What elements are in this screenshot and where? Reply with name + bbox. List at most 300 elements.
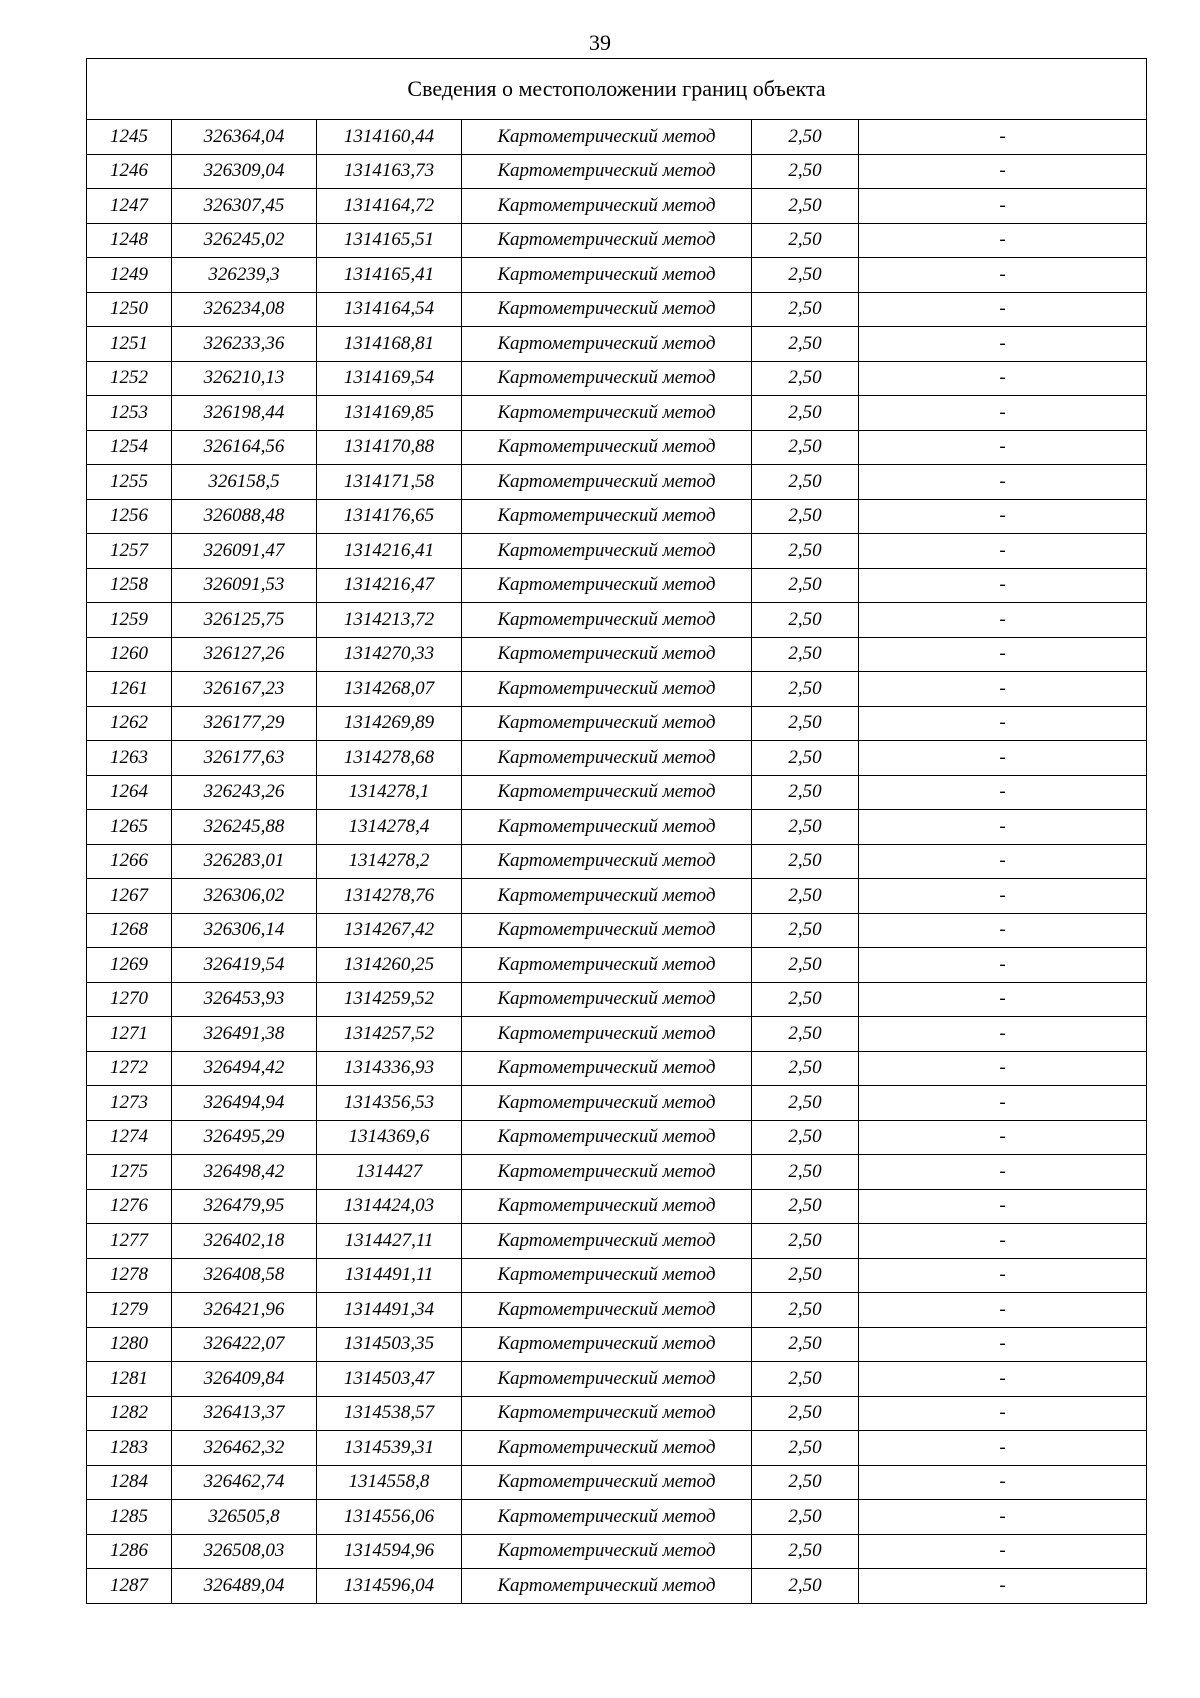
point-number-cell: 1276 (87, 1189, 172, 1224)
description-cell: - (859, 844, 1147, 879)
accuracy-cell: 2,50 (752, 396, 859, 431)
description-cell: - (859, 1500, 1147, 1535)
y-coordinate-cell: 1314213,72 (317, 603, 462, 638)
method-cell: Картометрический метод (462, 1293, 752, 1328)
table-row (87, 189, 1147, 224)
y-coordinate-cell: 1314270,33 (317, 637, 462, 672)
table-row (87, 603, 1147, 638)
point-number-cell: 1281 (87, 1362, 172, 1397)
table-row (87, 292, 1147, 327)
accuracy-cell: 2,50 (752, 982, 859, 1017)
accuracy-cell: 2,50 (752, 637, 859, 672)
x-coordinate-cell: 326306,14 (172, 913, 317, 948)
y-coordinate-cell: 1314278,68 (317, 741, 462, 776)
accuracy-cell: 2,50 (752, 1051, 859, 1086)
y-coordinate-cell: 1314278,76 (317, 879, 462, 914)
accuracy-cell: 2,50 (752, 189, 859, 224)
y-coordinate-cell: 1314558,8 (317, 1465, 462, 1500)
point-number-cell: 1274 (87, 1120, 172, 1155)
table-title-row (87, 59, 1147, 120)
description-cell: - (859, 258, 1147, 293)
description-cell: - (859, 430, 1147, 465)
description-cell: - (859, 1017, 1147, 1052)
y-coordinate-cell: 1314278,2 (317, 844, 462, 879)
point-number-cell: 1254 (87, 430, 172, 465)
table-row (87, 327, 1147, 362)
x-coordinate-cell: 326413,37 (172, 1396, 317, 1431)
y-coordinate-cell: 1314170,88 (317, 430, 462, 465)
y-coordinate-cell: 1314278,4 (317, 810, 462, 845)
y-coordinate-cell: 1314539,31 (317, 1431, 462, 1466)
point-number-cell: 1282 (87, 1396, 172, 1431)
point-number-cell: 1263 (87, 741, 172, 776)
point-number-cell: 1285 (87, 1500, 172, 1535)
description-cell: - (859, 741, 1147, 776)
table-row (87, 741, 1147, 776)
point-number-cell: 1257 (87, 534, 172, 569)
accuracy-cell: 2,50 (752, 1258, 859, 1293)
description-cell: - (859, 706, 1147, 741)
x-coordinate-cell: 326307,45 (172, 189, 317, 224)
x-coordinate-cell: 326421,96 (172, 1293, 317, 1328)
x-coordinate-cell: 326494,42 (172, 1051, 317, 1086)
x-coordinate-cell: 326309,04 (172, 154, 317, 189)
accuracy-cell: 2,50 (752, 1017, 859, 1052)
x-coordinate-cell: 326091,53 (172, 568, 317, 603)
method-cell: Картометрический метод (462, 499, 752, 534)
method-cell: Картометрический метод (462, 154, 752, 189)
description-cell: - (859, 1431, 1147, 1466)
y-coordinate-cell: 1314163,73 (317, 154, 462, 189)
description-cell: - (859, 361, 1147, 396)
method-cell: Картометрический метод (462, 465, 752, 500)
point-number-cell: 1287 (87, 1569, 172, 1604)
y-coordinate-cell: 1314336,93 (317, 1051, 462, 1086)
y-coordinate-cell: 1314491,11 (317, 1258, 462, 1293)
description-cell: - (859, 396, 1147, 431)
method-cell: Картометрический метод (462, 1569, 752, 1604)
table-row (87, 361, 1147, 396)
y-coordinate-cell: 1314164,54 (317, 292, 462, 327)
accuracy-cell: 2,50 (752, 1224, 859, 1259)
accuracy-cell: 2,50 (752, 879, 859, 914)
x-coordinate-cell: 326453,93 (172, 982, 317, 1017)
point-number-cell: 1273 (87, 1086, 172, 1121)
accuracy-cell: 2,50 (752, 603, 859, 638)
method-cell: Картометрический метод (462, 948, 752, 983)
point-number-cell: 1256 (87, 499, 172, 534)
point-number-cell: 1261 (87, 672, 172, 707)
method-cell: Картометрический метод (462, 258, 752, 293)
x-coordinate-cell: 326198,44 (172, 396, 317, 431)
description-cell: - (859, 534, 1147, 569)
x-coordinate-cell: 326408,58 (172, 1258, 317, 1293)
y-coordinate-cell: 1314176,65 (317, 499, 462, 534)
table-row (87, 913, 1147, 948)
method-cell: Картометрический метод (462, 672, 752, 707)
y-coordinate-cell: 1314491,34 (317, 1293, 462, 1328)
method-cell: Картометрический метод (462, 775, 752, 810)
y-coordinate-cell: 1314216,47 (317, 568, 462, 603)
x-coordinate-cell: 326283,01 (172, 844, 317, 879)
y-coordinate-cell: 1314160,44 (317, 120, 462, 155)
point-number-cell: 1253 (87, 396, 172, 431)
point-number-cell: 1272 (87, 1051, 172, 1086)
point-number-cell: 1255 (87, 465, 172, 500)
table-row (87, 396, 1147, 431)
point-number-cell: 1275 (87, 1155, 172, 1190)
accuracy-cell: 2,50 (752, 1293, 859, 1328)
description-cell: - (859, 1534, 1147, 1569)
point-number-cell: 1266 (87, 844, 172, 879)
x-coordinate-cell: 326306,02 (172, 879, 317, 914)
description-cell: - (859, 810, 1147, 845)
method-cell: Картометрический метод (462, 120, 752, 155)
point-number-cell: 1251 (87, 327, 172, 362)
description-cell: - (859, 1258, 1147, 1293)
point-number-cell: 1249 (87, 258, 172, 293)
description-cell: - (859, 775, 1147, 810)
boundary-coordinates-table (86, 58, 1147, 1604)
y-coordinate-cell: 1314356,53 (317, 1086, 462, 1121)
accuracy-cell: 2,50 (752, 430, 859, 465)
x-coordinate-cell: 326177,29 (172, 706, 317, 741)
method-cell: Картометрический метод (462, 568, 752, 603)
point-number-cell: 1280 (87, 1327, 172, 1362)
method-cell: Картометрический метод (462, 1431, 752, 1466)
accuracy-cell: 2,50 (752, 1189, 859, 1224)
x-coordinate-cell: 326158,5 (172, 465, 317, 500)
x-coordinate-cell: 326495,29 (172, 1120, 317, 1155)
point-number-cell: 1270 (87, 982, 172, 1017)
description-cell: - (859, 1362, 1147, 1397)
description-cell: - (859, 1086, 1147, 1121)
accuracy-cell: 2,50 (752, 154, 859, 189)
x-coordinate-cell: 326245,02 (172, 223, 317, 258)
table-row (87, 1120, 1147, 1155)
point-number-cell: 1279 (87, 1293, 172, 1328)
y-coordinate-cell: 1314594,96 (317, 1534, 462, 1569)
accuracy-cell: 2,50 (752, 327, 859, 362)
description-cell: - (859, 913, 1147, 948)
table-row (87, 637, 1147, 672)
method-cell: Картометрический метод (462, 327, 752, 362)
table-row (87, 1327, 1147, 1362)
y-coordinate-cell: 1314369,6 (317, 1120, 462, 1155)
y-coordinate-cell: 1314268,07 (317, 672, 462, 707)
accuracy-cell: 2,50 (752, 499, 859, 534)
y-coordinate-cell: 1314596,04 (317, 1569, 462, 1604)
accuracy-cell: 2,50 (752, 120, 859, 155)
method-cell: Картометрический метод (462, 810, 752, 845)
x-coordinate-cell: 326234,08 (172, 292, 317, 327)
table-row (87, 430, 1147, 465)
table-row (87, 223, 1147, 258)
y-coordinate-cell: 1314169,85 (317, 396, 462, 431)
accuracy-cell: 2,50 (752, 741, 859, 776)
description-cell: - (859, 603, 1147, 638)
table-row (87, 499, 1147, 534)
table-row (87, 120, 1147, 155)
table-row (87, 775, 1147, 810)
description-cell: - (859, 1569, 1147, 1604)
x-coordinate-cell: 326462,32 (172, 1431, 317, 1466)
method-cell: Картометрический метод (462, 1500, 752, 1535)
point-number-cell: 1267 (87, 879, 172, 914)
table-row (87, 1086, 1147, 1121)
method-cell: Картометрический метод (462, 844, 752, 879)
method-cell: Картометрический метод (462, 706, 752, 741)
y-coordinate-cell: 1314260,25 (317, 948, 462, 983)
table-title: Сведения о местоположении границ объекта (87, 59, 1147, 120)
y-coordinate-cell: 1314427,11 (317, 1224, 462, 1259)
y-coordinate-cell: 1314278,1 (317, 775, 462, 810)
table-row (87, 1051, 1147, 1086)
accuracy-cell: 2,50 (752, 1086, 859, 1121)
method-cell: Картометрический метод (462, 430, 752, 465)
table-row (87, 568, 1147, 603)
y-coordinate-cell: 1314503,35 (317, 1327, 462, 1362)
y-coordinate-cell: 1314164,72 (317, 189, 462, 224)
method-cell: Картометрический метод (462, 534, 752, 569)
x-coordinate-cell: 326243,26 (172, 775, 317, 810)
description-cell: - (859, 1189, 1147, 1224)
x-coordinate-cell: 326498,42 (172, 1155, 317, 1190)
x-coordinate-cell: 326422,07 (172, 1327, 317, 1362)
point-number-cell: 1284 (87, 1465, 172, 1500)
description-cell: - (859, 568, 1147, 603)
x-coordinate-cell: 326233,36 (172, 327, 317, 362)
page-number: 39 (589, 30, 611, 55)
method-cell: Картометрический метод (462, 292, 752, 327)
y-coordinate-cell: 1314259,52 (317, 982, 462, 1017)
method-cell: Картометрический метод (462, 1362, 752, 1397)
accuracy-cell: 2,50 (752, 1362, 859, 1397)
method-cell: Картометрический метод (462, 361, 752, 396)
y-coordinate-cell: 1314427 (317, 1155, 462, 1190)
description-cell: - (859, 1224, 1147, 1259)
x-coordinate-cell: 326494,94 (172, 1086, 317, 1121)
table-row (87, 982, 1147, 1017)
method-cell: Картометрический метод (462, 1327, 752, 1362)
point-number-cell: 1283 (87, 1431, 172, 1466)
accuracy-cell: 2,50 (752, 292, 859, 327)
point-number-cell: 1278 (87, 1258, 172, 1293)
accuracy-cell: 2,50 (752, 258, 859, 293)
method-cell: Картометрический метод (462, 396, 752, 431)
y-coordinate-cell: 1314257,52 (317, 1017, 462, 1052)
point-number-cell: 1260 (87, 637, 172, 672)
x-coordinate-cell: 326127,26 (172, 637, 317, 672)
point-number-cell: 1247 (87, 189, 172, 224)
table-row (87, 1155, 1147, 1190)
table-row (87, 534, 1147, 569)
table-row (87, 1569, 1147, 1604)
description-cell: - (859, 465, 1147, 500)
table-row (87, 1017, 1147, 1052)
accuracy-cell: 2,50 (752, 1569, 859, 1604)
y-coordinate-cell: 1314168,81 (317, 327, 462, 362)
method-cell: Картометрический метод (462, 637, 752, 672)
x-coordinate-cell: 326177,63 (172, 741, 317, 776)
x-coordinate-cell: 326479,95 (172, 1189, 317, 1224)
method-cell: Картометрический метод (462, 1017, 752, 1052)
accuracy-cell: 2,50 (752, 1327, 859, 1362)
description-cell: - (859, 1120, 1147, 1155)
y-coordinate-cell: 1314269,89 (317, 706, 462, 741)
point-number-cell: 1248 (87, 223, 172, 258)
method-cell: Картометрический метод (462, 879, 752, 914)
table-row (87, 1189, 1147, 1224)
table-body (87, 120, 1147, 1604)
description-cell: - (859, 1051, 1147, 1086)
accuracy-cell: 2,50 (752, 810, 859, 845)
table-row (87, 672, 1147, 707)
accuracy-cell: 2,50 (752, 1431, 859, 1466)
x-coordinate-cell: 326508,03 (172, 1534, 317, 1569)
table-row (87, 948, 1147, 983)
y-coordinate-cell: 1314169,54 (317, 361, 462, 396)
description-cell: - (859, 292, 1147, 327)
accuracy-cell: 2,50 (752, 1120, 859, 1155)
description-cell: - (859, 948, 1147, 983)
table-row (87, 1293, 1147, 1328)
method-cell: Картометрический метод (462, 603, 752, 638)
accuracy-cell: 2,50 (752, 1396, 859, 1431)
x-coordinate-cell: 326164,56 (172, 430, 317, 465)
x-coordinate-cell: 326489,04 (172, 1569, 317, 1604)
accuracy-cell: 2,50 (752, 223, 859, 258)
table-row (87, 844, 1147, 879)
description-cell: - (859, 1293, 1147, 1328)
point-number-cell: 1271 (87, 1017, 172, 1052)
accuracy-cell: 2,50 (752, 913, 859, 948)
point-number-cell: 1265 (87, 810, 172, 845)
table-row (87, 810, 1147, 845)
x-coordinate-cell: 326419,54 (172, 948, 317, 983)
accuracy-cell: 2,50 (752, 844, 859, 879)
y-coordinate-cell: 1314165,51 (317, 223, 462, 258)
point-number-cell: 1286 (87, 1534, 172, 1569)
description-cell: - (859, 879, 1147, 914)
accuracy-cell: 2,50 (752, 706, 859, 741)
method-cell: Картометрический метод (462, 1396, 752, 1431)
description-cell: - (859, 1327, 1147, 1362)
table-row (87, 1258, 1147, 1293)
description-cell: - (859, 327, 1147, 362)
method-cell: Картометрический метод (462, 913, 752, 948)
table-row (87, 1431, 1147, 1466)
x-coordinate-cell: 326505,8 (172, 1500, 317, 1535)
x-coordinate-cell: 326167,23 (172, 672, 317, 707)
table-row (87, 154, 1147, 189)
y-coordinate-cell: 1314171,58 (317, 465, 462, 500)
accuracy-cell: 2,50 (752, 465, 859, 500)
description-cell: - (859, 1396, 1147, 1431)
method-cell: Картометрический метод (462, 1224, 752, 1259)
y-coordinate-cell: 1314165,41 (317, 258, 462, 293)
point-number-cell: 1259 (87, 603, 172, 638)
x-coordinate-cell: 326125,75 (172, 603, 317, 638)
method-cell: Картометрический метод (462, 1086, 752, 1121)
accuracy-cell: 2,50 (752, 1465, 859, 1500)
x-coordinate-cell: 326409,84 (172, 1362, 317, 1397)
point-number-cell: 1246 (87, 154, 172, 189)
point-number-cell: 1264 (87, 775, 172, 810)
y-coordinate-cell: 1314216,41 (317, 534, 462, 569)
accuracy-cell: 2,50 (752, 1155, 859, 1190)
point-number-cell: 1252 (87, 361, 172, 396)
table-row (87, 1396, 1147, 1431)
point-number-cell: 1277 (87, 1224, 172, 1259)
description-cell: - (859, 1465, 1147, 1500)
point-number-cell: 1262 (87, 706, 172, 741)
point-number-cell: 1250 (87, 292, 172, 327)
method-cell: Картометрический метод (462, 189, 752, 224)
x-coordinate-cell: 326091,47 (172, 534, 317, 569)
y-coordinate-cell: 1314556,06 (317, 1500, 462, 1535)
accuracy-cell: 2,50 (752, 672, 859, 707)
point-number-cell: 1268 (87, 913, 172, 948)
accuracy-cell: 2,50 (752, 361, 859, 396)
y-coordinate-cell: 1314503,47 (317, 1362, 462, 1397)
description-cell: - (859, 672, 1147, 707)
x-coordinate-cell: 326402,18 (172, 1224, 317, 1259)
table-row (87, 1224, 1147, 1259)
table-row (87, 465, 1147, 500)
method-cell: Картометрический метод (462, 1120, 752, 1155)
method-cell: Картометрический метод (462, 741, 752, 776)
method-cell: Картометрический метод (462, 1051, 752, 1086)
x-coordinate-cell: 326364,04 (172, 120, 317, 155)
description-cell: - (859, 499, 1147, 534)
method-cell: Картометрический метод (462, 1534, 752, 1569)
table-row (87, 1500, 1147, 1535)
description-cell: - (859, 223, 1147, 258)
x-coordinate-cell: 326462,74 (172, 1465, 317, 1500)
description-cell: - (859, 120, 1147, 155)
x-coordinate-cell: 326210,13 (172, 361, 317, 396)
table-row (87, 1534, 1147, 1569)
description-cell: - (859, 154, 1147, 189)
y-coordinate-cell: 1314267,42 (317, 913, 462, 948)
accuracy-cell: 2,50 (752, 534, 859, 569)
table-row (87, 879, 1147, 914)
x-coordinate-cell: 326491,38 (172, 1017, 317, 1052)
method-cell: Картометрический метод (462, 982, 752, 1017)
x-coordinate-cell: 326088,48 (172, 499, 317, 534)
point-number-cell: 1245 (87, 120, 172, 155)
method-cell: Картометрический метод (462, 1258, 752, 1293)
description-cell: - (859, 189, 1147, 224)
accuracy-cell: 2,50 (752, 1500, 859, 1535)
description-cell: - (859, 1155, 1147, 1190)
table-row (87, 1465, 1147, 1500)
method-cell: Картометрический метод (462, 1155, 752, 1190)
description-cell: - (859, 637, 1147, 672)
accuracy-cell: 2,50 (752, 568, 859, 603)
point-number-cell: 1258 (87, 568, 172, 603)
accuracy-cell: 2,50 (752, 1534, 859, 1569)
y-coordinate-cell: 1314538,57 (317, 1396, 462, 1431)
x-coordinate-cell: 326239,3 (172, 258, 317, 293)
table-row (87, 706, 1147, 741)
y-coordinate-cell: 1314424,03 (317, 1189, 462, 1224)
method-cell: Картометрический метод (462, 1189, 752, 1224)
accuracy-cell: 2,50 (752, 775, 859, 810)
x-coordinate-cell: 326245,88 (172, 810, 317, 845)
accuracy-cell: 2,50 (752, 948, 859, 983)
